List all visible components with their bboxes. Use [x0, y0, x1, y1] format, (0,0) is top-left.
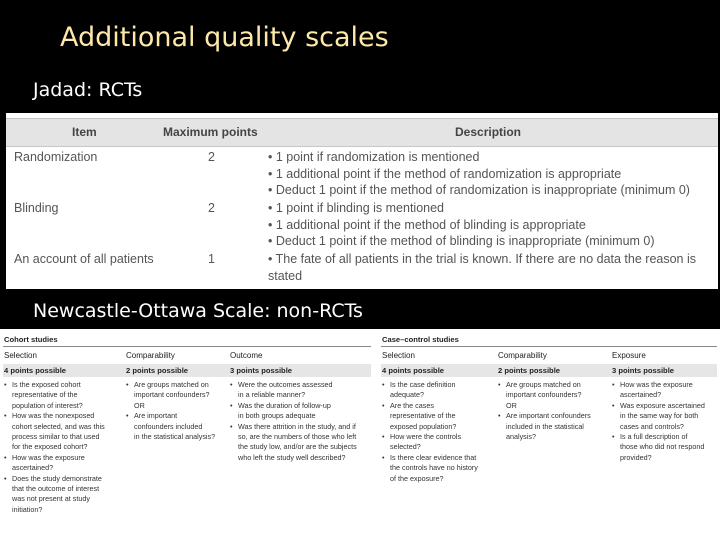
- criterion-continuation: representative of the: [12, 390, 78, 400]
- points-possible: 3 points possible: [612, 366, 675, 375]
- criterion-text: How was the nonexposed: [12, 411, 95, 421]
- header-max-points: Maximum points: [163, 125, 258, 139]
- criterion-continuation: ascertained?: [12, 463, 54, 473]
- divider: [3, 346, 371, 347]
- description-line: • 1 point if randomization is mentioned: [268, 150, 480, 164]
- points-possible: 4 points possible: [382, 366, 445, 375]
- criterion-continuation: adequate?: [390, 390, 424, 400]
- criterion-continuation: in both groups adequate: [238, 411, 316, 421]
- column-header: Exposure: [612, 351, 646, 360]
- criterion-continuation: of the exposure?: [390, 473, 444, 483]
- criterion-item: • Are groups matched on: [498, 380, 581, 389]
- criterion-continuation: included in the statistical: [506, 421, 584, 431]
- column-header: Comparability: [126, 351, 175, 360]
- criterion-text: How was the exposure: [620, 380, 693, 389]
- row-item: Randomization: [14, 150, 98, 164]
- description-line: • Deduct 1 point if the method of randomization is inappropriate (minimum 0): [268, 183, 690, 197]
- cohort-studies-title: Cohort studies: [4, 335, 58, 344]
- criterion-item: • Were the outcomes assessed: [230, 380, 333, 389]
- criterion-continuation: representative of the: [390, 411, 456, 421]
- criterion-continuation: population of interest?: [12, 400, 83, 410]
- row-max: 2: [208, 150, 215, 164]
- jadad-table: [6, 113, 718, 289]
- row-item: Blinding: [14, 201, 59, 215]
- column-items: [498, 380, 591, 442]
- criterion-text: Were the outcomes assessed: [238, 380, 333, 389]
- description-line: stated: [268, 268, 303, 283]
- criterion-continuation: in a reliable manner?: [238, 390, 306, 400]
- criterion-continuation: so, are the numbers of those who left: [238, 432, 357, 442]
- criterion-item: • How was the nonexposed: [4, 411, 95, 421]
- points-possible: 3 points possible: [230, 366, 293, 375]
- column-header: Comparability: [498, 351, 547, 360]
- column-header: Selection: [4, 351, 37, 360]
- criterion-item: • Does the study demonstrate: [4, 473, 102, 483]
- criterion-continuation: OR: [134, 400, 145, 410]
- criterion-item: • Is the exposed cohort: [4, 380, 81, 389]
- header-description: Description: [455, 125, 522, 139]
- description-line: • Deduct 1 point if the method of blinding is inappropriate (minimum 0): [268, 234, 655, 248]
- criterion-text: Are important confounders: [506, 411, 591, 421]
- criterion-continuation: OR: [506, 400, 517, 410]
- criterion-text: Are important: [134, 411, 178, 421]
- criterion-text: Was the duration of follow-up: [238, 400, 331, 410]
- row-max: 2: [208, 201, 215, 215]
- description-line: • 1 additional point if the method of randomization is appropriate: [268, 166, 622, 181]
- nos-table: [0, 329, 720, 540]
- criterion-text: Is the exposed cohort: [12, 380, 81, 389]
- criterion-continuation: important confounders?: [134, 390, 210, 400]
- criterion-text: Does the study demonstrate: [12, 473, 102, 483]
- criterion-continuation: process similar to that used: [12, 432, 100, 442]
- criterion-item: • Are the cases: [382, 400, 434, 410]
- criterion-continuation: that the outcome of interest: [12, 484, 100, 494]
- criterion-continuation: ascertained?: [620, 390, 662, 400]
- header-item: Item: [72, 125, 97, 139]
- criterion-text: Is the case definition: [390, 380, 456, 389]
- criterion-item: • Was exposure ascertained: [612, 400, 705, 410]
- column-header: Outcome: [230, 351, 263, 360]
- row-description: [268, 149, 690, 199]
- criterion-text: Is there clear evidence that: [390, 452, 477, 462]
- criterion-item: • Was there attrition in the study, and if: [230, 421, 356, 431]
- criterion-text: Are groups matched on: [506, 380, 581, 389]
- criterion-item: • Is a full description of: [612, 432, 688, 442]
- description-line: • 1 point if blinding is mentioned: [268, 201, 445, 215]
- column-items: [4, 380, 105, 515]
- criterion-continuation: selected?: [390, 442, 421, 452]
- points-possible: 4 points possible: [4, 366, 67, 375]
- jadad-header-row: [6, 118, 718, 147]
- criterion-item: • How was the exposure: [612, 380, 693, 389]
- criterion-continuation: confounders included: [134, 421, 203, 431]
- criterion-text: How was the exposure: [12, 452, 85, 462]
- criterion-continuation: cohort selected, and was this: [12, 421, 105, 431]
- criterion-text: Are the cases: [390, 400, 434, 410]
- row-item: An account of all patients: [14, 252, 154, 266]
- criterion-text: How were the controls: [390, 432, 462, 442]
- criterion-text: Are groups matched on: [134, 380, 209, 389]
- criterion-continuation: exposed population?: [390, 421, 457, 431]
- points-possible: 2 points possible: [498, 366, 561, 375]
- criterion-item: • Is there clear evidence that: [382, 452, 477, 462]
- criterion-item: • How were the controls: [382, 432, 462, 442]
- criterion-item: • Is the case definition: [382, 380, 456, 389]
- criterion-continuation: cases and controls?: [620, 421, 684, 431]
- criterion-text: Was exposure ascertained: [620, 400, 705, 410]
- criterion-text: Was there attrition in the study, and if: [238, 421, 356, 431]
- nos-heading: Newcastle-Ottawa Scale: non-RCTs: [33, 300, 363, 322]
- criterion-item: • Are groups matched on: [126, 380, 209, 389]
- column-items: [382, 380, 478, 484]
- case-control-studies-title: Case–control studies: [382, 335, 459, 344]
- points-possible: 2 points possible: [126, 366, 189, 375]
- row-description: [268, 200, 655, 250]
- criterion-continuation: in the same way for both: [620, 411, 699, 421]
- column-header: Selection: [382, 351, 415, 360]
- divider: [381, 346, 717, 347]
- criterion-continuation: was not present at study: [12, 494, 90, 504]
- criterion-continuation: those who did not respond: [620, 442, 705, 452]
- criterion-continuation: the controls have no history: [390, 463, 478, 473]
- criterion-continuation: who left the study well described?: [238, 452, 346, 462]
- criterion-item: • Are important confounders: [498, 411, 591, 421]
- criterion-item: • Are important: [126, 411, 178, 421]
- row-max: 1: [208, 252, 215, 266]
- criterion-continuation: the study low, and/or are the subjects: [238, 442, 357, 452]
- row-description: [268, 251, 696, 284]
- criterion-item: • Was the duration of follow-up: [230, 400, 331, 410]
- criterion-continuation: in the statistical analysis?: [134, 432, 216, 442]
- column-items: [230, 380, 357, 463]
- slide-title: Additional quality scales: [60, 22, 389, 53]
- description-line: • 1 additional point if the method of blinding is appropriate: [268, 217, 586, 232]
- jadad-heading: Jadad: RCTs: [33, 79, 143, 101]
- criterion-continuation: for the exposed cohort?: [12, 442, 88, 452]
- criterion-item: • How was the exposure: [4, 452, 85, 462]
- criterion-continuation: initiation?: [12, 504, 43, 514]
- criterion-continuation: important confounders?: [506, 390, 582, 400]
- description-line: • The fate of all patients in the trial is known. If there are no data the reason is: [268, 252, 697, 266]
- column-items: [612, 380, 705, 463]
- criterion-text: Is a full description of: [620, 432, 688, 442]
- column-items: [126, 380, 215, 442]
- criterion-continuation: provided?: [620, 452, 652, 462]
- criterion-continuation: analysis?: [506, 432, 536, 442]
